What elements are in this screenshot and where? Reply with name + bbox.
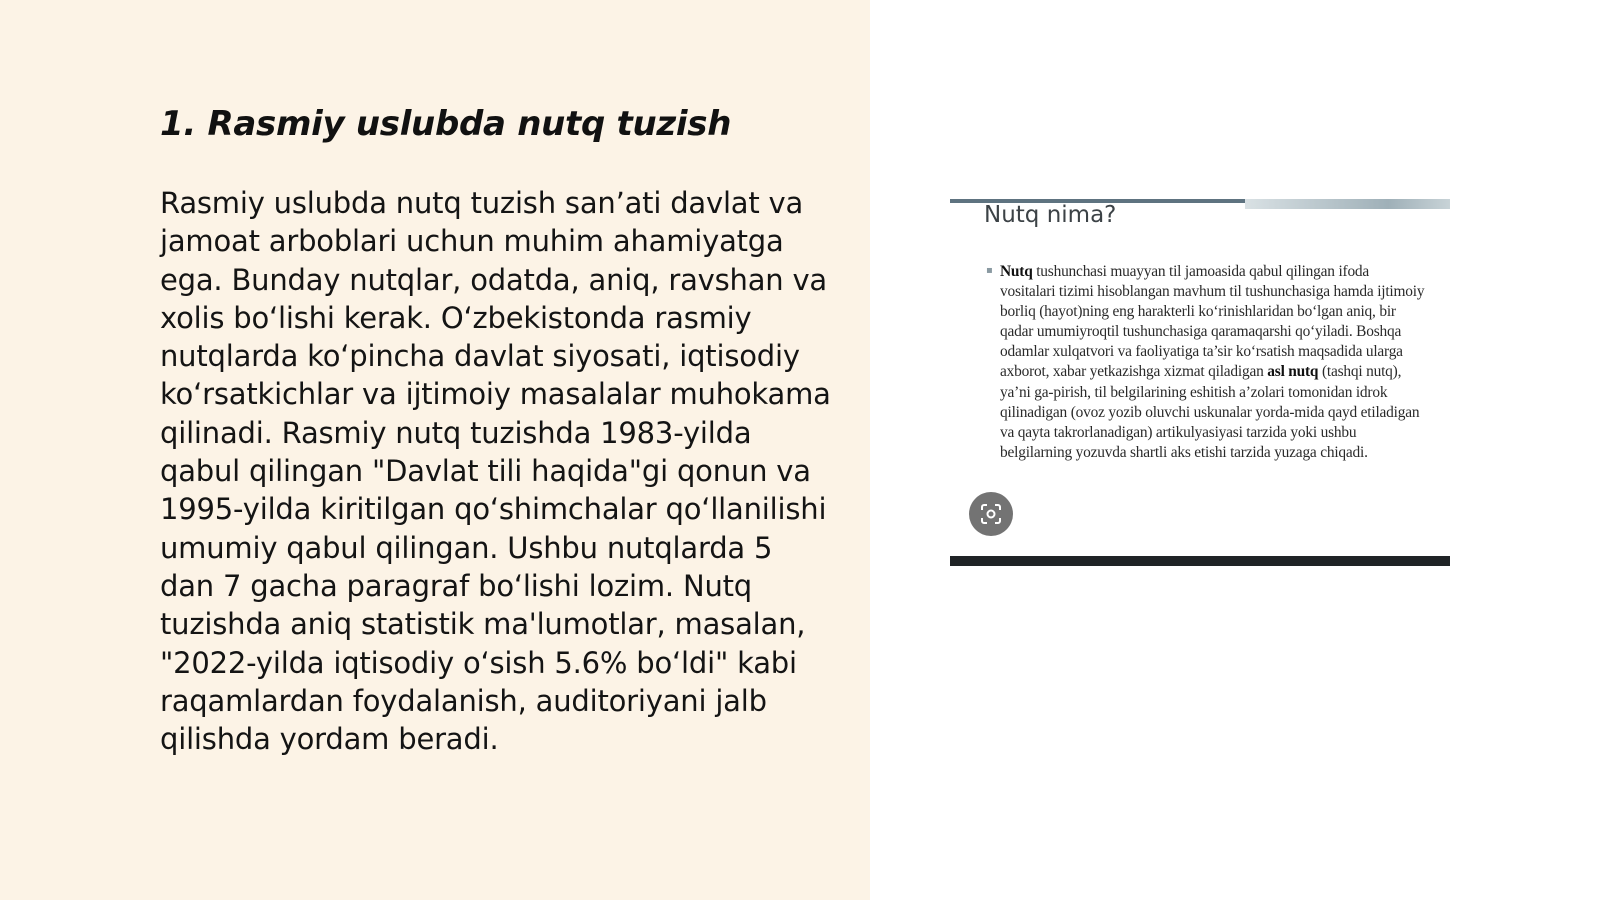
slide-title: 1. Rasmiy uslubda nutq tuzish: [160, 104, 732, 144]
bullet-icon: ▪: [986, 265, 993, 276]
embed-bold-term-2: asl nutq: [1267, 363, 1319, 381]
embed-bottom-bar: [950, 556, 1450, 566]
embed-title: Nutq nima?: [984, 202, 1117, 228]
embed-bold-term: Nutq: [1000, 263, 1033, 280]
embedded-slide-image: [950, 196, 1450, 566]
embed-top-accent: [1245, 199, 1450, 209]
lens-search-icon: [979, 502, 1003, 526]
embed-text-part-1: tushunchasi muayyan til jamoasida qabul qilingan ifoda vositalari tizimi hisoblangan mavhum til tushunchasiga hamda ijtimoiy borliq (hayot)ning eng harakterli ko‘rinishlaridan bo‘lgan aniq, bir qadar umumiyroqtil tushunchasiga qaramaqarshi qo‘yiladi. Boshqa odamlar xulqatvori va faoliyatiga ta’sir ko‘rsatish maqsadida ularga axborot, xabar yetkazishga xizmat qiladigan: [1000, 263, 1425, 381]
embed-text-part-2: (tashqi nutq), ya’ni ga-pirish, til belgilarining eshitish a’zolari tomonidan idrok qilinadigan (ovoz yozib oluvchi uskunalar yorda-mida qayd etiladigan va qayta takrorlanadigan) artikulyasiyasi tarzida yoki ushbu belgilarning yozuvda shartli aks etishi tarzida yuzaga chiqadi.: [1000, 363, 1420, 461]
lens-search-button[interactable]: [969, 492, 1013, 536]
embed-bullet-text: [1000, 262, 1425, 463]
slide-body-text: Rasmiy uslubda nutq tuzish san’ati davlat va jamoat arboblari uchun muhim ahamiyatga ega. Bunday nutqlar, odatda, aniq, ravshan va xolis bo‘lishi kerak. O‘zbekistonda rasmiy nutqlarda ko‘pincha davlat siyosati, iqtisodiy ko‘rsatkichlar va ijtimoiy masalalar muhokama qilinadi. Rasmiy nutq tuzishda 1983-yilda qabul qilingan "Davlat tili haqida"gi qonun va 1995-yilda kiritilgan qo‘shimchalar qo‘llanilishi umumiy qabul qilingan. Ushbu nutqlarda 5 dan 7 gacha paragraf bo‘lishi lozim. Nutq tuzishda aniq statistik ma'lumotlar, masalan, "2022-yilda iqtisodiy o‘sish 5.6% bo‘ldi" kabi raqamlardan foydalanish, auditoriyani jalb qilishda yordam beradi.: [160, 186, 831, 757]
